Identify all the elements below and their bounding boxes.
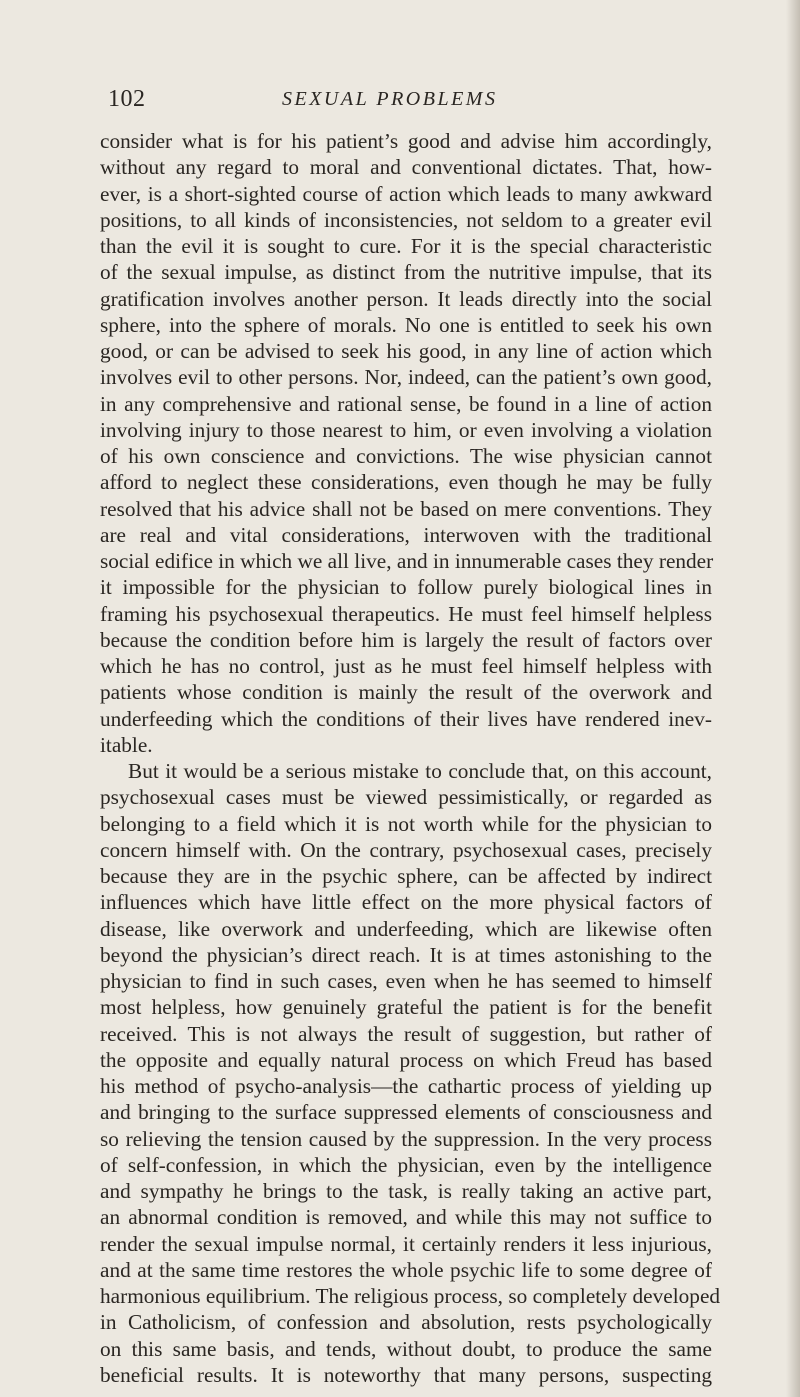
text-line: because they are in the psychic sphere, can be affected by indirect: [100, 864, 712, 888]
text-line: influences which have little effect on the more physical factors of: [100, 890, 712, 915]
text-line: gratification involves another person. It leads directly into the social: [100, 286, 712, 311]
text-line: the opposite and equally natural process on which Freud has based: [100, 1047, 712, 1072]
running-head: [0, 86, 800, 120]
text-line: of his own conscience and convictions. The wise physician cannot: [100, 444, 712, 468]
text-line: sphere, into the sphere of morals. No one is entitled to seek his own: [100, 312, 712, 337]
text-line: render the sexual impulse normal, it certainly renders it less injurious,: [100, 1231, 712, 1256]
text-line: an abnormal condition is removed, and while this may not suffice to: [100, 1205, 712, 1230]
running-title: SEXUAL PROBLEMS: [282, 88, 498, 110]
text-line: and sympathy he brings to the task, is really taking an active part,: [100, 1179, 712, 1203]
text-line: concern himself with. On the contrary, psychosexual cases, precisely: [100, 837, 712, 862]
text-line: resolved that his advice shall not be based on mere conventions. They: [100, 496, 712, 521]
page-edge-shadow: [786, 0, 800, 1397]
text-line: and at the same time restores the whole psychic life to some degree of: [100, 1257, 712, 1282]
text-line: social edifice in which we all live, and in innumerable cases they render: [100, 549, 714, 573]
text-line: so relieving the tension caused by the suppression. In the very process: [100, 1126, 712, 1151]
text-line: good, or can be advised to seek his good, in any line of action which: [100, 339, 712, 363]
text-line: in Catholicism, of confession and absolution, rests psychologically: [100, 1310, 712, 1335]
text-line: positions, to all kinds of inconsistencies, not seldom to a greater evil: [100, 207, 712, 232]
text-line: harmonious equilibrium. The religious process, so completely developed: [100, 1284, 721, 1308]
text-line: which he has no control, just as he must feel himself helpless with: [100, 654, 712, 678]
text-line: because the condition before him is largely the result of factors over: [100, 627, 712, 652]
text-line: on this same basis, and tends, without doubt, to produce the same: [100, 1336, 712, 1361]
text-line: his method of psycho-analysis—the cathartic process of yielding up: [100, 1074, 712, 1098]
text-line: underfeeding which the conditions of their lives have rendered inev-: [100, 706, 712, 731]
text-line: physician to find in such cases, even when he has seemed to himself: [100, 969, 712, 993]
text-line: ever, is a short-sighted course of action which leads to many awkward: [100, 181, 712, 206]
text-line: most helpless, how genuinely grateful the patient is for the benefit: [100, 995, 712, 1020]
text-line: consider what is for his patient’s good and advise him accordingly,: [100, 129, 712, 153]
text-line: involves evil to other persons. Nor, indeed, can the patient’s own good,: [100, 365, 712, 390]
body-text: [100, 128, 721, 1388]
text-line: belonging to a field which it is not worth while for the physician to: [100, 811, 712, 836]
text-line: in any comprehensive and rational sense, be found in a line of action: [100, 391, 712, 416]
text-line: beneficial results. It is noteworthy that many persons, suspecting: [100, 1362, 712, 1387]
text-line: are real and vital considerations, interwoven with the traditional: [100, 522, 712, 547]
text-line: of the sexual impulse, as distinct from the nutritive impulse, that its: [100, 260, 712, 285]
text-line: without any regard to moral and conventional dictates. That, how-: [100, 155, 712, 180]
text-line: and bringing to the surface suppressed elements of consciousness and: [100, 1100, 712, 1125]
text-line: afford to neglect these considerations, even though he may be fully: [100, 470, 712, 495]
text-line: received. This is not always the result of suggestion, but rather of: [100, 1021, 712, 1046]
text-line: involving injury to those nearest to him, or even involving a violation: [100, 417, 712, 442]
paragraph-start-line: But it would be a serious mistake to conclude that, on this account,: [128, 759, 712, 783]
text-line: of self-confession, in which the physician, even by the intelligence: [100, 1152, 712, 1177]
page-number: 102: [108, 86, 146, 112]
text-line: beyond the physician’s direct reach. It is at times astonishing to the: [100, 942, 712, 967]
text-line: framing his psychosexual therapeutics. He must feel himself helpless: [100, 601, 712, 626]
paragraph-end-line: itable.: [100, 732, 153, 757]
text-line: disease, like overwork and underfeeding, which are likewise often: [100, 916, 712, 941]
text-line: it impossible for the physician to follow purely biological lines in: [100, 575, 712, 600]
text-line: than the evil it is sought to cure. For it is the special characteristic: [100, 234, 712, 258]
text-line: patients whose condition is mainly the result of the overwork and: [100, 680, 712, 705]
text-line: psychosexual cases must be viewed pessimistically, or regarded as: [100, 785, 712, 810]
